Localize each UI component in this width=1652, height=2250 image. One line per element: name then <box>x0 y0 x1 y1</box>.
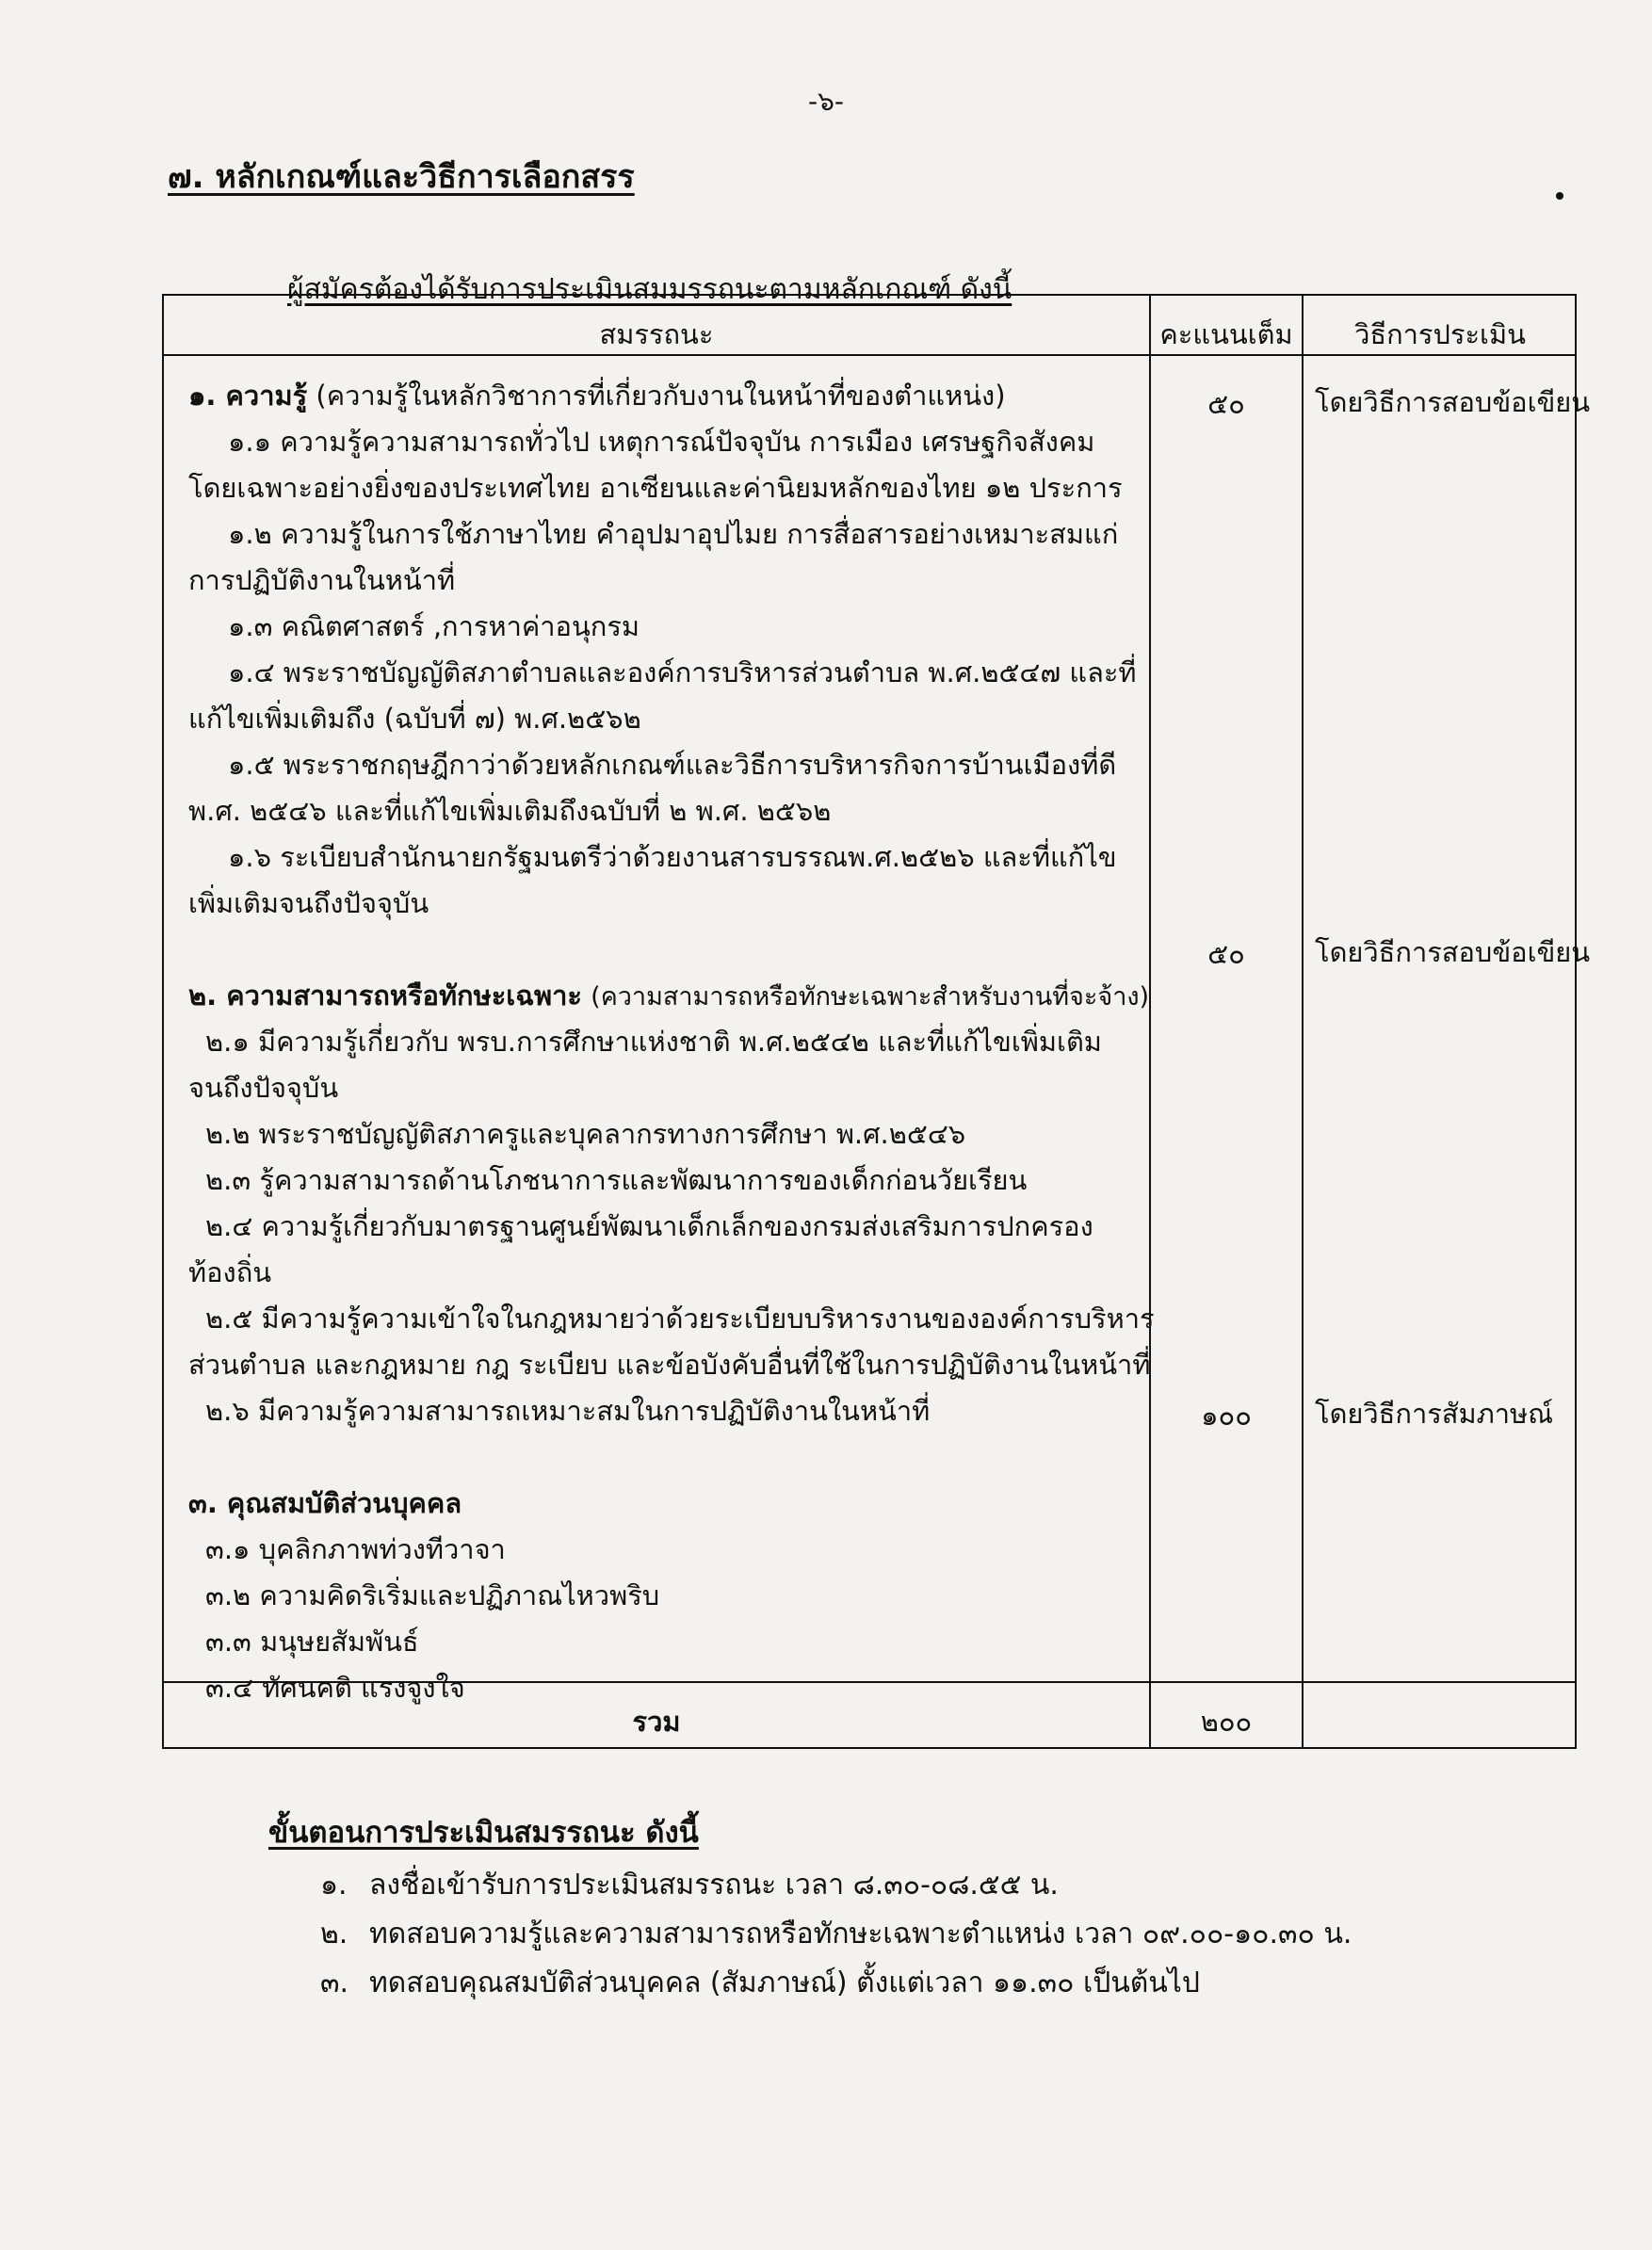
competency-title: ๑. ความรู้ <box>188 380 308 412</box>
competency-title: ๓. คุณสมบัติส่วนบุคคล <box>188 1487 462 1519</box>
score-skills: ๕๐ <box>1207 938 1245 970</box>
step-item <box>320 1912 1352 1956</box>
competency-subtitle: (ความสามารถหรือทักษะเฉพาะสำหรับงานที่จะจ้าง) <box>591 982 1150 1012</box>
method-skills: โดยวิธีการสอบข้อเขียน <box>1315 936 1591 968</box>
competency-line: ๑.๑ ความรู้ความสามารถทั่วไป เหตุการณ์ปัจจุบัน การเมือง เศรษฐกิจสังคม <box>228 426 1095 458</box>
competency-line: จนถึงปัจจุบัน <box>188 1072 339 1104</box>
steps-title: ขั้นตอนการประเมินสมรรถนะ ดังนี้ <box>268 1816 699 1850</box>
competency-line: ๒.๖ มีความรู้ความสามารถเหมาะสมในการปฏิบัติงานในหน้าที่ <box>205 1395 931 1427</box>
competency-title: ๒. ความสามารถหรือทักษะเฉพาะ <box>188 979 582 1012</box>
competency-line: ๒.๒ พระราชบัญญัติสภาครูและบุคลากรทางการศึกษา พ.ศ.๒๕๔๖ <box>205 1118 966 1150</box>
method-personal: โดยวิธีการสัมภาษณ์ <box>1315 1398 1554 1430</box>
competency-line: ๑.๔ พระราชบัญญัติสภาตำบลและองค์การบริหารส่วนตำบล พ.ศ.๒๕๔๗ และที่ <box>228 656 1137 688</box>
step-number: ๑. <box>320 1869 348 1902</box>
section-title: ๗. หลักเกณฑ์และวิธีการเลือกสรร <box>168 158 635 196</box>
competency-line: ๑.๕ พระราชกฤษฎีกาว่าด้วยหลักเกณฑ์และวิธีการบริหารกิจการบ้านเมืองที่ดี <box>228 749 1117 781</box>
header-method: วิธีการประเมิน <box>1354 318 1526 350</box>
step-number: ๓. <box>320 1967 349 1999</box>
competency-line: พ.ศ. ๒๕๔๖ และที่แก้ไขเพิ่มเติมถึงฉบับที่ ๒ พ.ศ. ๒๕๖๒ <box>188 795 832 827</box>
competency-line: ๓.๓ มนุษยสัมพันธ์ <box>205 1626 419 1658</box>
step-number: ๒. <box>320 1918 348 1951</box>
competency-line: ส่วนตำบล และกฎหมาย กฎ ระเบียบ และข้อบังคับอื่นที่ใช้ในการปฏิบัติงานในหน้าที่ <box>188 1349 1151 1381</box>
competency-line: การปฏิบัติงานในหน้าที่ <box>188 564 456 596</box>
competency-heading <box>188 373 1290 419</box>
intro-text: ผู้สมัครต้องได้รับการประเมินสมมรรถนะตามหลักเกณฑ์ ดังนี้ <box>287 273 1012 306</box>
competency-line: ๒.๓ รู้ความสามารถด้านโภชนาการและพัฒนาการของเด็กก่อนวัยเรียน <box>205 1164 1028 1196</box>
competency-heading <box>188 1481 1290 1527</box>
total-label: รวม <box>632 1706 681 1738</box>
competency-line: ๑.๒ ความรู้ในการใช้ภาษาไทย คำอุปมาอุปไมย การสื่อสารอย่างเหมาะสมแก่ <box>228 518 1119 550</box>
competency-line: โดยเฉพาะอย่างยิ่งของประเทศไทย อาเซียนและค่านิยมหลักของไทย ๑๒ ประการ <box>188 472 1123 504</box>
competency-line: ๑.๖ ระเบียบสำนักนายกรัฐมนตรีว่าด้วยงานสารบรรณพ.ศ.๒๕๒๖ และที่แก้ไข <box>228 841 1117 873</box>
stray-ink-mark <box>1556 192 1563 200</box>
header-competency: สมรรถนะ <box>599 318 714 350</box>
step-text: ลงชื่อเข้ารับการประเมินสมรรถนะ เวลา ๘.๓๐-๐๘.๕๕ น. <box>369 1869 1059 1902</box>
competency-line: ๓.๔ ทัศนคติ แรงจูงใจ <box>205 1672 465 1704</box>
page-number: -๖- <box>808 86 844 117</box>
competency-line: ๒.๕ มีความรู้ความเข้าใจในกฎหมายว่าด้วยระเบียบบริหารงานขององค์การบริหาร <box>205 1303 1155 1335</box>
competency-line: ๓.๒ ความคิดริเริ่มและปฏิภาณไหวพริบ <box>205 1579 660 1611</box>
competency-list <box>188 373 1290 1711</box>
method-knowledge: โดยวิธีการสอบข้อเขียน <box>1315 386 1591 418</box>
step-text: ทดสอบคุณสมบัติส่วนบุคคล (สัมภาษณ์) ตั้งแต่เวลา ๑๑.๓๐ เป็นต้นไป <box>369 1967 1200 1999</box>
competency-line: แก้ไขเพิ่มเติมถึง (ฉบับที่ ๗) พ.ศ.๒๕๖๒ <box>188 703 641 735</box>
competency-line: ๒.๑ มีความรู้เกี่ยวกับ พรบ.การศึกษาแห่งชาติ พ.ศ.๒๕๔๒ และที่แก้ไขเพิ่มเติม <box>205 1026 1102 1058</box>
competency-line: ๑.๓ คณิตศาสตร์ ,การหาค่าอนุกรม <box>228 610 640 642</box>
competency-line: ๒.๔ ความรู้เกี่ยวกับมาตรฐานศูนย์พัฒนาเด็กเล็กของกรมส่งเสริมการปกครอง <box>205 1210 1093 1242</box>
total-score: ๒๐๐ <box>1200 1706 1253 1738</box>
score-knowledge: ๕๐ <box>1207 388 1245 420</box>
competency-subtitle: (ความรู้ในหลักวิชาการที่เกี่ยวกับงานในหน้าที่ของตำแหน่ง) <box>316 380 1006 412</box>
competency-line: ๓.๑ บุคลิกภาพท่วงทีวาจา <box>205 1533 506 1565</box>
competency-heading <box>188 973 1290 1019</box>
competency-line: ท้องถิ่น <box>188 1256 272 1288</box>
competency-line: เพิ่มเติมจนถึงปัจจุบัน <box>188 887 429 919</box>
step-item <box>320 1961 1200 2005</box>
step-item <box>320 1863 1059 1907</box>
column-divider <box>1302 296 1304 1747</box>
step-text: ทดสอบความรู้และความสามารถหรือทักษะเฉพาะตำแหน่ง เวลา ๐๙.๐๐-๑๐.๓๐ น. <box>369 1918 1352 1951</box>
competency-table <box>162 294 1591 1749</box>
score-personal: ๑๐๐ <box>1201 1400 1252 1432</box>
header-full-score: คะแนนเต็ม <box>1159 318 1293 350</box>
